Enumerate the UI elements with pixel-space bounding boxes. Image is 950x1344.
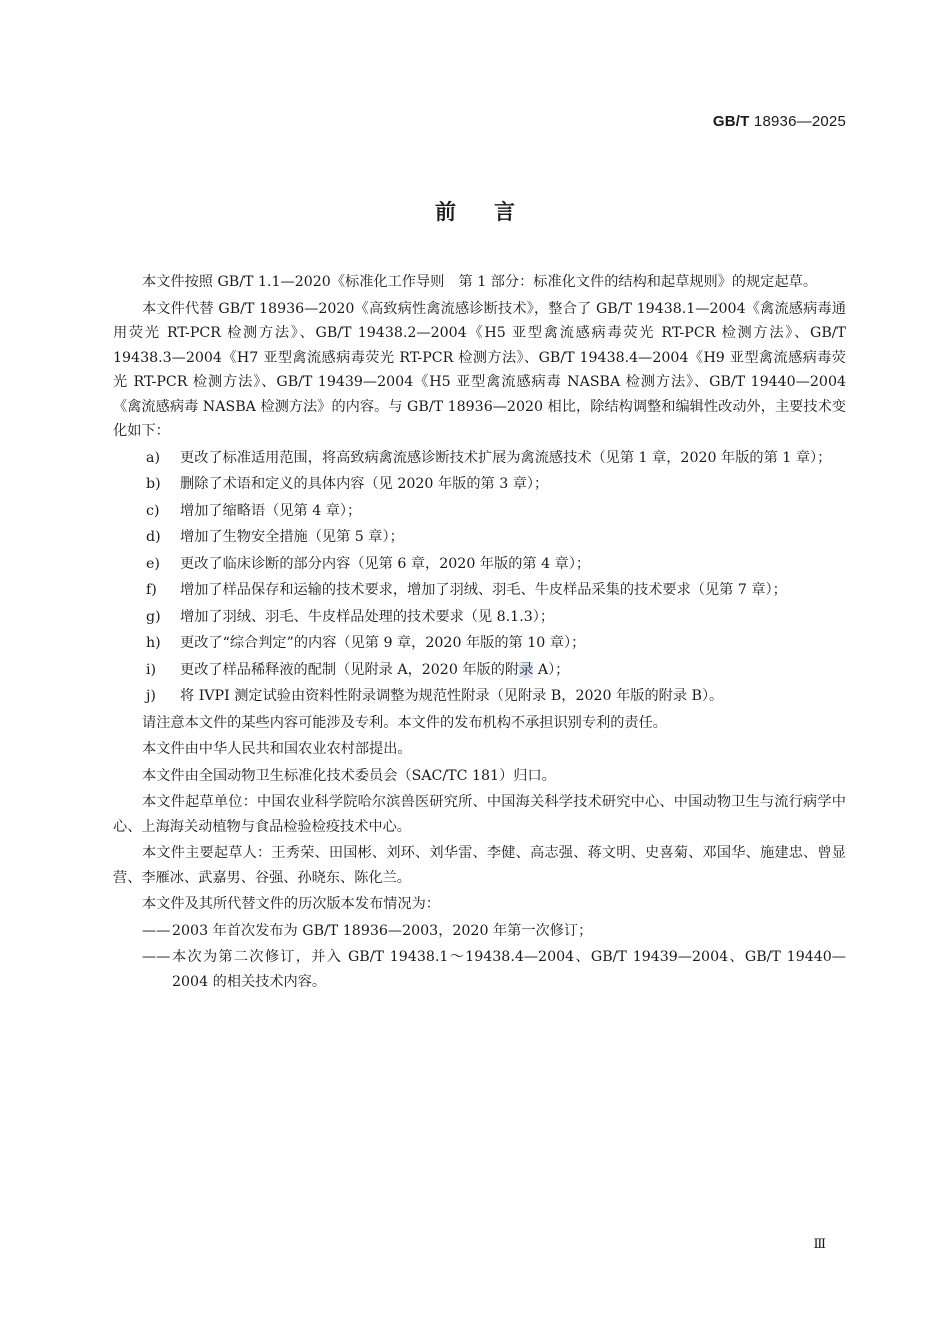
change-item — [113, 578, 846, 603]
paragraph-committee: 本文件由全国动物卫生标准化技术委员会（SAC/TC 181）归口。 — [142, 767, 556, 784]
change-item — [113, 525, 846, 550]
change-text: 更改了“综合判定”的内容（见第 9 章，2020 年版的第 10 章）； — [180, 635, 586, 651]
history-item — [113, 945, 846, 994]
change-marker: j) — [146, 688, 156, 704]
change-text: A）； — [533, 661, 570, 678]
paragraph-patent-notice: 请注意本文件的某些内容可能涉及专利。本文件的发布机构不承担识别专利的责任。 — [142, 714, 667, 731]
change-item — [113, 446, 846, 471]
change-text: 更改了样品稀释液的配制（见附录 A，2020 年版的附 — [180, 661, 520, 678]
history-dash: —— — [142, 949, 171, 965]
history-item — [113, 919, 846, 944]
change-text: 增加了羽绒、羽毛、牛皮样品处理的技术要求（见 8.1.3）； — [180, 608, 555, 625]
change-text: 将 IVPI 测定试验由资料性附录调整为规范性附录（见附录 B，2020 年版的附录 B）。 — [180, 688, 724, 704]
paragraph-drafting-units: 本文件起草单位：中国农业科学院哈尔滨兽医研究所、中国海关科学技术研究中心、中国动物卫生与流行病学中心、上海海关动植物与食品检验检疫技术中心。 — [113, 794, 846, 835]
standard-code-prefix: GB/T — [712, 113, 750, 130]
paragraph-drafting-rule: 本文件按照 GB/T 1.1—2020《标准化工作导则 第 1 部分：标准化文件的结构和起草规则》的规定起草。 — [142, 274, 818, 290]
change-marker: g) — [146, 608, 161, 625]
change-text: 更改了临床诊断的部分内容（见第 6 章，2020 年版的第 4 章）； — [180, 555, 591, 572]
history-text: 本次为第二次修订，并入 GB/T 19438.1～19438.4—2004、GB/T 19439—2004、GB/T 19440—2004 的相关技术内容。 — [172, 949, 846, 990]
change-marker: i) — [146, 661, 157, 678]
change-marker: c) — [146, 502, 160, 519]
change-text: 更改了标准适用范围，将高致病禽流感诊断技术扩展为禽流感技术（见第 1 章，2020 年版的第 1 章）； — [180, 449, 832, 466]
change-marker: d) — [146, 529, 161, 545]
change-item — [113, 499, 846, 524]
page-number: Ⅲ — [813, 1237, 826, 1252]
foreword-body — [113, 270, 846, 996]
change-text: 增加了生物安全措施（见第 5 章）； — [180, 529, 404, 545]
change-text: 增加了样品保存和运输的技术要求，增加了羽绒、羽毛、牛皮样品采集的技术要求（见第 7 章）； — [180, 582, 787, 598]
history-text: 2003 年首次发布为 GB/T 18936—2003，2020 年第一次修订； — [172, 922, 593, 939]
standard-code — [713, 113, 846, 130]
text-selection-highlight[interactable]: 录 — [519, 661, 534, 678]
change-text: 增加了缩略语（见第 4 章）； — [180, 502, 362, 519]
change-text: 删除了术语和定义的具体内容（见 2020 年版的第 3 章）； — [180, 476, 549, 492]
change-item — [113, 605, 846, 630]
standard-code-number: 18936—2025 — [749, 113, 846, 130]
history-dash: —— — [142, 922, 171, 939]
change-item — [113, 552, 846, 577]
change-item — [113, 684, 846, 709]
change-marker: f) — [146, 582, 157, 598]
change-item — [113, 631, 846, 656]
paragraph-proposer: 本文件由中华人民共和国农业农村部提出。 — [142, 741, 412, 757]
paragraph-drafters: 本文件主要起草人：王秀荣、田国彬、刘环、刘华雷、李健、高志强、蒋文明、史喜菊、邓国华、施建忠、曾显营、李雁冰、武嘉男、谷强、孙晓东、陈化兰。 — [113, 845, 846, 886]
change-marker: e) — [146, 555, 160, 572]
change-marker: b) — [146, 476, 161, 492]
page-title: 前言 — [435, 200, 553, 224]
paragraph-history-intro: 本文件及其所代替文件的历次版本发布情况为： — [142, 896, 440, 912]
change-marker: a) — [146, 449, 160, 466]
change-item — [113, 658, 846, 683]
paragraph-replacement: 本文件代替 GB/T 18936—2020《高致病性禽流感诊断技术》，整合了 GB/T 19438.1—2004《禽流感病毒通用荧光 RT-PCR 检测方法》、GB/T 19438.2—2004《H5 亚型禽流感病毒荧光 RT-PCR 检测方法》、GB/T 19438.3—2004《H7 亚型禽流感病毒荧光 RT-PCR 检测方法》、GB/T 19438.4—2004《H9 亚型禽流感病毒荧光 RT-PCR 检测方法》、GB/T 19439—2004《H5 亚型禽流感病毒 NASBA 检测方法》、GB/T 19440—2004《禽流感病毒 NASBA 检测方法》的内容。与 GB/T 18936—2020 相比，除结构调整和编辑性改动外，主要技术变化如下： — [113, 300, 846, 439]
change-marker: h) — [146, 635, 161, 651]
change-item — [113, 472, 846, 497]
